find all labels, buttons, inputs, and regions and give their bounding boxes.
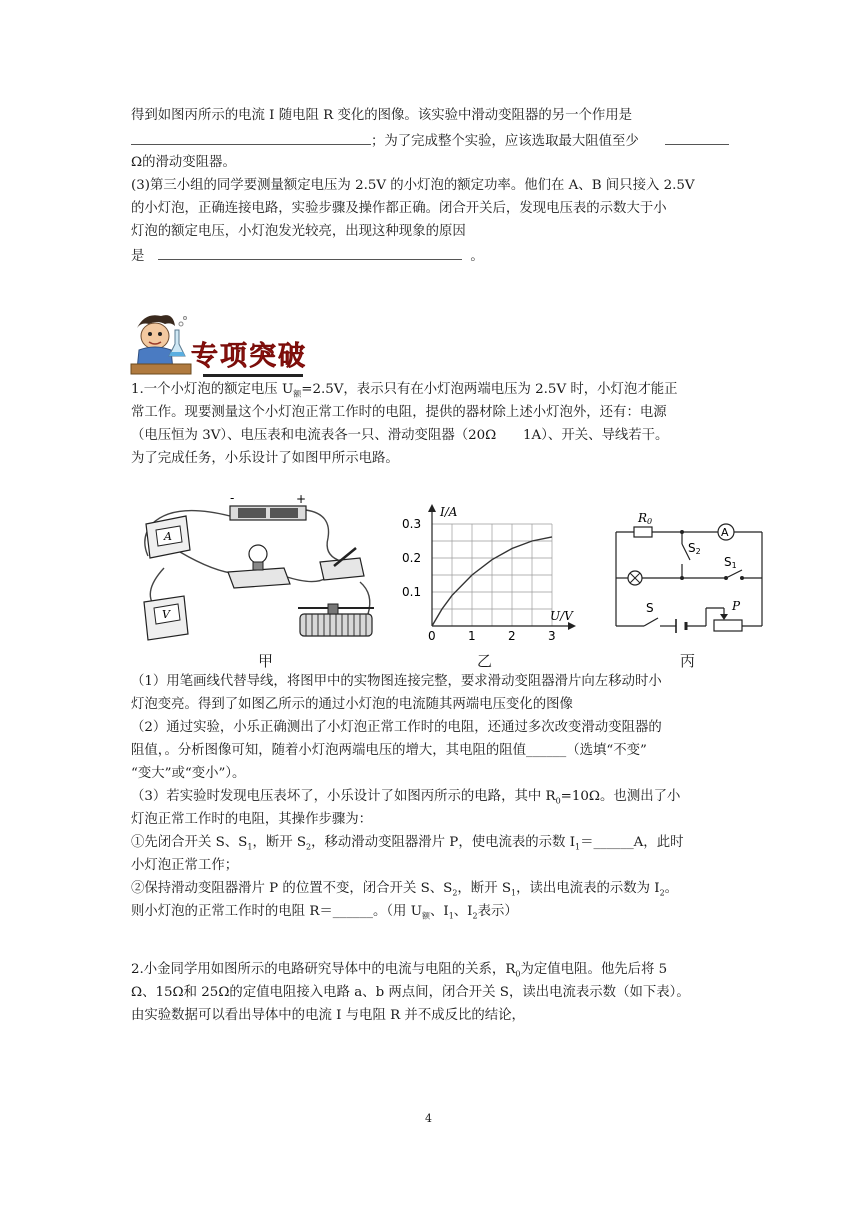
text-span: （3）若实验时发现电压表坏了，小乐设计了如图丙所示的电路，其中 R [131,789,556,804]
battery-minus-label: - [230,494,235,505]
q2-line: 由实验数据可以看出导体中的电流 I 与电阻 R 并不成反比的结论， [131,1008,525,1023]
battery-plus-label: + [296,494,307,506]
ammeter-label: A [164,530,172,543]
q1-part-line [131,879,678,899]
text-span: 为定值电阻。他先后将 5 [520,962,668,977]
subscript: 2 [452,888,458,898]
q1-part-line: 阻值，。分析图像可知，随着小灯泡两端电压的增大，其电阻的阻值______（选填“不变” [131,743,647,758]
subscript: 1 [511,888,517,898]
q1-part-line: （1）用笔画线代替导线，将图甲中的实物图连接完整，要求滑动变阻器滑片向左移动时小 [131,674,662,689]
s2-label: S2 [688,541,701,556]
q1-part-line: （2）通过实验，小乐正确测出了小灯泡正常工作时的电阻，还通过多次改变滑动变阻器的 [131,720,662,735]
x-tick-label: 1 [468,629,476,643]
subscript: 2 [472,911,478,921]
text-span: 2.小金同学用如图所示的电路研究导体中的电流与电阻的关系，R [131,962,516,977]
q1-part-line [131,902,518,922]
text-span: ＝______A，此时 [580,835,684,850]
q1-line: （电压恒为 3V）、电压表和电流表各一只、滑动变阻器（20Ω 1A）、开关、导线若干。 [131,428,669,443]
subscript: 2 [306,842,312,852]
x-tick-label: 3 [548,629,556,643]
q1-part-line: 灯泡正常工作时的电阻，其操作步骤为： [131,812,373,827]
graph-grid [432,524,552,626]
text-span: ②保持滑动变阻器滑片 P 的位置不变，闭合开关 S、S [131,881,453,896]
text-span: =2.5V，表示只有在小灯泡两端电压为 2.5V 时，小灯泡才能正 [301,382,678,397]
subscript: 2 [659,888,665,898]
text-span: 、I [430,904,449,919]
text-span: 、I [453,904,473,919]
voltmeter-label: V [162,608,170,621]
q1-line: 常工作。现要测量这个小灯泡正常工作时的电阻，提供的器材除上述小灯泡外，还有：电源 [131,405,667,420]
q1-part-line [131,787,680,807]
answer-blank[interactable] [665,130,729,145]
q2-line: Ω、15Ω和 25Ω的定值电阻接入电路 a、b 两点间，闭合开关 S，读出电流表示数（如下表）。 [131,985,690,1000]
subscript: 额 [422,911,430,921]
y-tick-label: 0.3 [402,517,422,531]
q1-line: 为了完成任务，小乐设计了如图甲所示电路。 [131,451,399,466]
y-tick-label: 0.2 [402,551,422,565]
text-span: ，断开 S [252,835,307,850]
title-underline [203,374,303,377]
text-line: (3)第三小组的同学要测量额定电压为 2.5V 的小灯泡的额定功率。他们在 A、B 间只接入 2.5V [131,178,695,193]
figure-label-jia: 甲 [258,652,274,670]
q1-line [131,380,678,400]
graph-xlabel: U/V [550,609,573,623]
s-label: S [646,601,654,615]
text-span: ，读出电流表的示数为 I [516,881,660,896]
text-span: 是 [131,249,145,264]
subscript: 1 [247,842,253,852]
page-number: 4 [425,1112,432,1125]
section-header [127,310,307,380]
y-axis-arrow-icon [428,504,436,512]
q1-part-line: 小灯泡正常工作； [131,858,239,873]
text-line: Ω的滑动变阻器。 [131,155,236,170]
text-span: 。 [470,249,484,264]
text-span: 。 [664,881,679,896]
text-span: 1.一个小灯泡的额定电压 U [131,382,294,397]
text-span: ；为了完成整个实验，应该选取最大阻值至少 [371,134,639,149]
subscript: 0 [555,796,561,806]
r0-label: R0 [638,511,653,526]
p-label: P [732,599,741,613]
q1-part-line: 灯泡变亮。得到了如图乙所示的通过小灯泡的电流随其两端电压变化的图像 [131,697,573,712]
text-line [131,245,484,267]
subscript: 1 [448,911,454,921]
text-span: ，移动滑动变阻器滑片 P，使电流表的示数 I [311,835,575,850]
text-line: 得到如图丙所示的电流 I 随电阻 R 变化的图像。该实验中滑动变阻器的另一个作用是 [131,108,633,123]
q2-line [131,960,667,980]
text-span: =10Ω。也测出了小 [560,789,681,804]
x-axis-arrow-icon [568,622,576,630]
subscript: 1 [574,842,581,852]
text-span: ①先闭合开关 S、S [131,835,248,850]
graph-ylabel: I/A [440,505,458,519]
iu-graph [400,498,590,648]
answer-blank[interactable] [131,130,371,145]
section-title: 专项突破 [191,341,307,372]
text-span: 表示） [477,904,518,919]
q1-part-line [131,833,683,853]
figure-label-bing: 丙 [680,652,696,670]
rheostat-symbol [714,620,742,631]
y-tick-label: 0.1 [402,585,422,599]
ammeter-symbol-label: A [721,526,729,539]
resistor-r0 [634,527,652,537]
text-span: ，断开 S [457,881,512,896]
x-tick-label: 0 [428,629,436,643]
circuit-diagram [610,510,770,640]
figure-label-yi: 乙 [477,652,493,670]
answer-blank[interactable] [158,245,462,260]
s1-label: S1 [724,555,737,570]
x-tick-label: 2 [508,629,516,643]
subscript: 0 [515,969,521,979]
apparatus-figure [134,494,394,654]
q1-part-line: “变大”或“变小”）。 [131,766,246,781]
text-line: 的小灯泡，正确连接电路，实验步骤及操作都正确。闭合开关后，发现电压表的示数大于小 [131,201,667,216]
text-span: 则小灯泡的正常工作时的电阻 R＝______。（用 U [131,904,422,919]
text-line: 灯泡的额定电压，小灯泡发光较亮，出现这种现象的原因 [131,224,466,239]
subscript: 额 [293,389,302,399]
text-line [131,130,729,152]
